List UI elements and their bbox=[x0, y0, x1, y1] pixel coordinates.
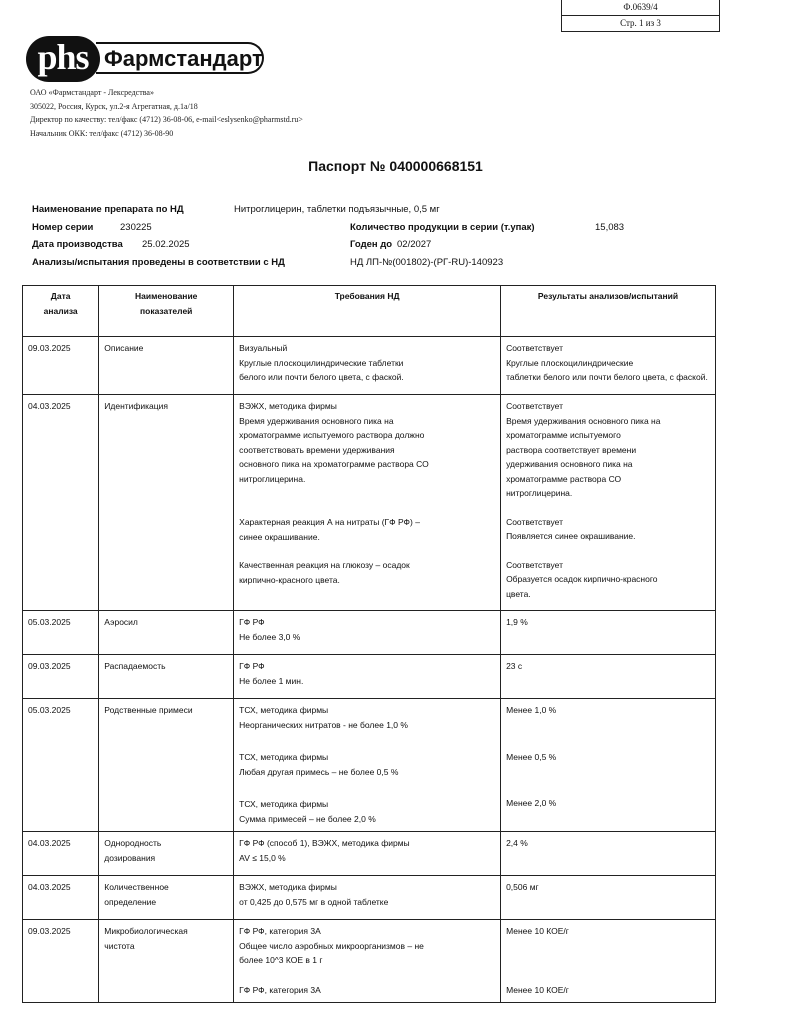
cell-line: ГФ РФ bbox=[239, 661, 265, 671]
cell-requirement bbox=[234, 920, 501, 1003]
table-row bbox=[23, 920, 716, 1003]
cell-line: основного пика на хроматограмме раствора СО bbox=[239, 459, 429, 469]
table-row bbox=[23, 337, 716, 395]
cell-line: хроматограмме испытуемого bbox=[506, 430, 621, 440]
valid-until-label: Годен до bbox=[350, 239, 393, 250]
cell-line: ГФ РФ, категория 3А bbox=[239, 926, 321, 936]
page-number: Стр. 1 из 3 bbox=[562, 15, 719, 31]
header-text: Дата bbox=[50, 291, 71, 301]
cell-line: Идентификация bbox=[104, 401, 169, 411]
cell-line: удерживания основного пика на bbox=[506, 459, 633, 469]
cell-line: ГФ РФ (способ 1), ВЭЖХ, методика фирмы bbox=[239, 838, 410, 848]
cell-line: Родственные примеси bbox=[104, 705, 193, 715]
cell-date: 09.03.2025 bbox=[23, 337, 99, 395]
cell-name bbox=[99, 655, 234, 699]
series-label: Номер серии bbox=[32, 222, 94, 233]
cell-date: 04.03.2025 bbox=[23, 876, 99, 920]
company-line: 305022, Россия, Курск, ул.2-я Агрегатная, д.1а/18 bbox=[30, 101, 198, 111]
cell-line: Количественное bbox=[104, 882, 169, 892]
cell-line: AV ≤ 15,0 % bbox=[239, 852, 286, 863]
cell-line: Появляется синее окрашивание. bbox=[506, 531, 636, 541]
table-row bbox=[23, 655, 716, 699]
header-name bbox=[99, 286, 234, 337]
cell-line: ТСХ, методика фирмы bbox=[239, 752, 329, 762]
cell-line: Характерная реакция А на нитраты (ГФ РФ) – bbox=[239, 517, 420, 527]
cell-line: нитроглицерина. bbox=[506, 488, 573, 498]
cell-line: хроматограмме раствора СО bbox=[506, 473, 622, 484]
table-row bbox=[23, 699, 716, 832]
company-info bbox=[30, 86, 303, 140]
cell-requirement bbox=[234, 395, 501, 611]
cell-line: Образуется осадок кирпично-красного bbox=[506, 574, 658, 584]
cell-result bbox=[501, 611, 716, 655]
cell-result bbox=[501, 395, 716, 611]
cell-line: Аэросил bbox=[104, 617, 138, 627]
cell-line: ВЭЖХ, методика фирмы bbox=[239, 401, 337, 411]
form-code: Ф.0639/4 bbox=[623, 2, 658, 12]
cell-line: Менее 0,5 % bbox=[506, 751, 557, 762]
cell-requirement bbox=[234, 699, 501, 832]
cell-line: ТСХ, методика фирмы bbox=[239, 705, 329, 715]
cell-line: Круглые плоскоцилиндрические bbox=[506, 357, 634, 368]
series-value: 230225 bbox=[120, 222, 152, 233]
cell-result bbox=[501, 337, 716, 395]
cell-line: дозирования bbox=[104, 852, 156, 863]
cell-line: Микробиологическая bbox=[104, 926, 188, 936]
cell-date: 09.03.2025 bbox=[23, 655, 99, 699]
analysis-label: Анализы/испытания проведены в соответствии с НД bbox=[32, 257, 285, 268]
cell-line: Визуальный bbox=[239, 343, 288, 353]
company-line: ОАО «Фармстандарт - Лексредства» bbox=[30, 88, 154, 97]
cell-line: ГФ РФ bbox=[239, 617, 265, 627]
cell-line: таблетки белого или почти белого цвета, с фаской. bbox=[506, 372, 708, 382]
header-date bbox=[23, 286, 99, 337]
cell-line: ГФ РФ, категория 3А bbox=[239, 984, 321, 995]
cell-line: Менее 2,0 % bbox=[506, 798, 557, 808]
header-results: Результаты анализов/испытаний bbox=[501, 286, 716, 337]
cell-result bbox=[501, 655, 716, 699]
cell-result bbox=[501, 876, 716, 920]
cell-line: кирпично-красного цвета. bbox=[239, 574, 340, 585]
valid-until-value: 02/2027 bbox=[397, 239, 432, 250]
cell-line: Сумма примесей – не более 2,0 % bbox=[239, 813, 376, 824]
cell-line: Круглые плоскоцилиндрические таблетки bbox=[239, 357, 404, 368]
logo-name: Фармстандарт bbox=[96, 42, 264, 74]
cell-name bbox=[99, 337, 234, 395]
results-table bbox=[22, 285, 716, 1003]
cell-line: Общее число аэробных микроорганизмов – не bbox=[239, 940, 424, 951]
table-header-row bbox=[23, 286, 716, 337]
quantity-value: 15,083 bbox=[595, 222, 625, 233]
cell-line: ТСХ, методика фирмы bbox=[239, 799, 329, 809]
cell-line: нитроглицерина. bbox=[239, 473, 306, 484]
cell-requirement bbox=[234, 655, 501, 699]
cell-result bbox=[501, 832, 716, 876]
cell-line: ВЭЖХ, методика фирмы bbox=[239, 882, 337, 892]
cell-line: Качественная реакция на глюкозу – осадок bbox=[239, 560, 410, 570]
production-date-value: 25.02.2025 bbox=[142, 239, 190, 250]
cell-line: определение bbox=[104, 896, 157, 907]
cell-line: Соответствует bbox=[506, 559, 563, 570]
cell-requirement bbox=[234, 337, 501, 395]
production-date-label: Дата производства bbox=[32, 239, 123, 250]
cell-line: Любая другая примесь – не более 0,5 % bbox=[239, 766, 399, 777]
cell-line: более 10^3 КОЕ в 1 г bbox=[239, 955, 323, 965]
table-row bbox=[23, 395, 716, 611]
cell-line: Соответствует bbox=[506, 516, 563, 527]
cell-date: 09.03.2025 bbox=[23, 920, 99, 1003]
cell-line: Соответствует bbox=[506, 343, 563, 353]
table-row bbox=[23, 832, 716, 876]
header-text: показателей bbox=[140, 305, 193, 316]
form-code-box bbox=[561, 0, 720, 32]
table-row bbox=[23, 611, 716, 655]
cell-name bbox=[99, 699, 234, 832]
company-line: Начальник ОКК: тел/факс (4712) 36-08-90 bbox=[30, 128, 174, 138]
cell-name bbox=[99, 611, 234, 655]
cell-date: 04.03.2025 bbox=[23, 395, 99, 611]
cell-line: раствора соответствует времени bbox=[506, 444, 637, 455]
cell-line: Менее 10 КОЕ/г bbox=[506, 984, 569, 995]
cell-requirement bbox=[234, 611, 501, 655]
cell-line: Описание bbox=[104, 343, 144, 353]
cell-line: синее окрашивание. bbox=[239, 531, 320, 542]
cell-line: хроматограмме испытуемого раствора должно bbox=[239, 430, 425, 440]
header-text: Наименование bbox=[135, 291, 198, 301]
cell-requirement bbox=[234, 876, 501, 920]
cell-name bbox=[99, 876, 234, 920]
table-row bbox=[23, 876, 716, 920]
header-text: анализа bbox=[43, 305, 78, 316]
cell-name bbox=[99, 832, 234, 876]
cell-line: белого или почти белого цвета, с фаской. bbox=[239, 372, 404, 382]
drug-value: Нитроглицерин, таблетки подъязычные, 0,5 мг bbox=[234, 204, 440, 215]
cell-line: 23 с bbox=[506, 661, 523, 671]
cell-date: 05.03.2025 bbox=[23, 699, 99, 832]
drug-label: Наименование препарата по НД bbox=[32, 204, 184, 215]
cell-line: цвета. bbox=[506, 588, 531, 599]
cell-line: 0,506 мг bbox=[506, 882, 539, 892]
cell-line: Менее 1,0 % bbox=[506, 705, 557, 715]
logo-mark: phs bbox=[26, 36, 100, 82]
cell-line: чистота bbox=[104, 940, 135, 951]
cell-line: Однородность bbox=[104, 838, 162, 848]
cell-line: Менее 10 КОЕ/г bbox=[506, 926, 569, 936]
page-title: Паспорт № 040000668151 bbox=[308, 158, 483, 174]
quantity-label: Количество продукции в серии (т.упак) bbox=[350, 222, 535, 233]
cell-date: 04.03.2025 bbox=[23, 832, 99, 876]
cell-name bbox=[99, 920, 234, 1003]
cell-line: Распадаемость bbox=[104, 661, 166, 671]
cell-line: соответствовать времени удерживания bbox=[239, 444, 395, 455]
cell-line: от 0,425 до 0,575 мг в одной таблетке bbox=[239, 896, 389, 907]
cell-result bbox=[501, 920, 716, 1003]
cell-name bbox=[99, 395, 234, 611]
cell-line: Время удерживания основного пика на bbox=[239, 415, 394, 426]
cell-line: 2,4 % bbox=[506, 838, 528, 848]
cell-line: Не более 1 мин. bbox=[239, 675, 304, 686]
cell-line: Время удерживания основного пика на bbox=[506, 415, 661, 426]
cell-line: 1,9 % bbox=[506, 617, 528, 627]
analysis-value: НД ЛП-№(001802)-(РГ-RU)-140923 bbox=[350, 257, 504, 268]
cell-line: Не более 3,0 % bbox=[239, 631, 301, 642]
cell-date: 05.03.2025 bbox=[23, 611, 99, 655]
cell-line: Соответствует bbox=[506, 401, 563, 411]
cell-line: Неорганических нитратов - не более 1,0 % bbox=[239, 719, 408, 730]
header-requirements: Требования НД bbox=[234, 286, 501, 337]
cell-result bbox=[501, 699, 716, 832]
company-line: Директор по качеству: тел/факс (4712) 36-08-06, e-mail<eslysenko@pharmstd.ru> bbox=[30, 115, 303, 124]
cell-requirement bbox=[234, 832, 501, 876]
